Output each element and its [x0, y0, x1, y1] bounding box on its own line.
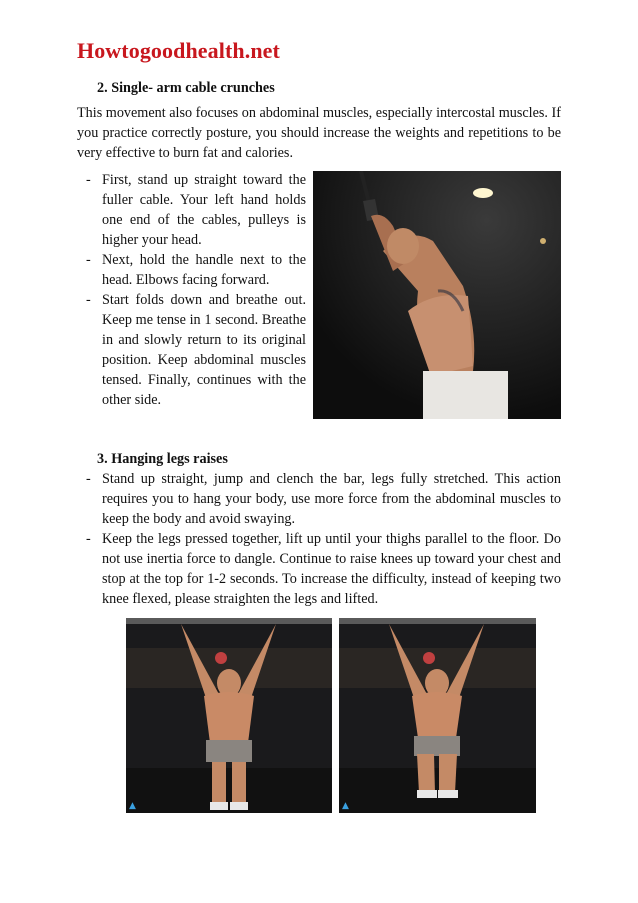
- list-item: - First, stand up straight toward the fuller cable. Your left hand holds one end of the cables, pulleys is higher your head.: [82, 170, 306, 250]
- hanging-leg-raise-photo-start: [126, 618, 332, 813]
- section-intro-paragraph: This movement also focuses on abdominal muscles, especially intercostal muscles. If you practice correctly posture, you should increase the weights and repetitions to be very effective to burn fat and calories.: [77, 105, 561, 161]
- cable-crunch-steps-list: [82, 170, 306, 410]
- section-heading-hanging-leg-raises: 3. Hanging legs raises: [97, 451, 228, 467]
- watermark-icon: ▲: [129, 801, 136, 811]
- watermark-icon: ▲: [342, 801, 349, 811]
- list-item: - Stand up straight, jump and clench the bar, legs fully stretched. This action requires you to hang your body, use more force from the abdominal muscles to keep the body and avoid swaying.: [82, 469, 561, 529]
- list-item: - Next, hold the handle next to the head. Elbows facing forward.: [82, 250, 306, 290]
- hanging-leg-raise-steps-list: [82, 469, 561, 609]
- hanging-leg-raise-photo-raised: [339, 618, 536, 813]
- section-heading-cable-crunches: 2. Single- arm cable crunches: [97, 80, 275, 96]
- cable-crunch-photo: [313, 171, 561, 419]
- list-item: - Keep the legs pressed together, lift up until your thighs parallel to the floor. Do not use inertia force to dangle. Continue to raise knees up toward your chest and stop at the top for 1-2 seconds. To increase the difficulty, instead of keeping two knee flexed, please straighten the legs and lifted.: [82, 529, 561, 609]
- site-title: Howtogoodhealth.net: [77, 38, 280, 63]
- list-item: - Start folds down and breathe out. Keep me tense in 1 second. Breathe in and slowly return to its original position. Keep abdominal muscles tensed. Finally, continues with the other side.: [82, 290, 306, 410]
